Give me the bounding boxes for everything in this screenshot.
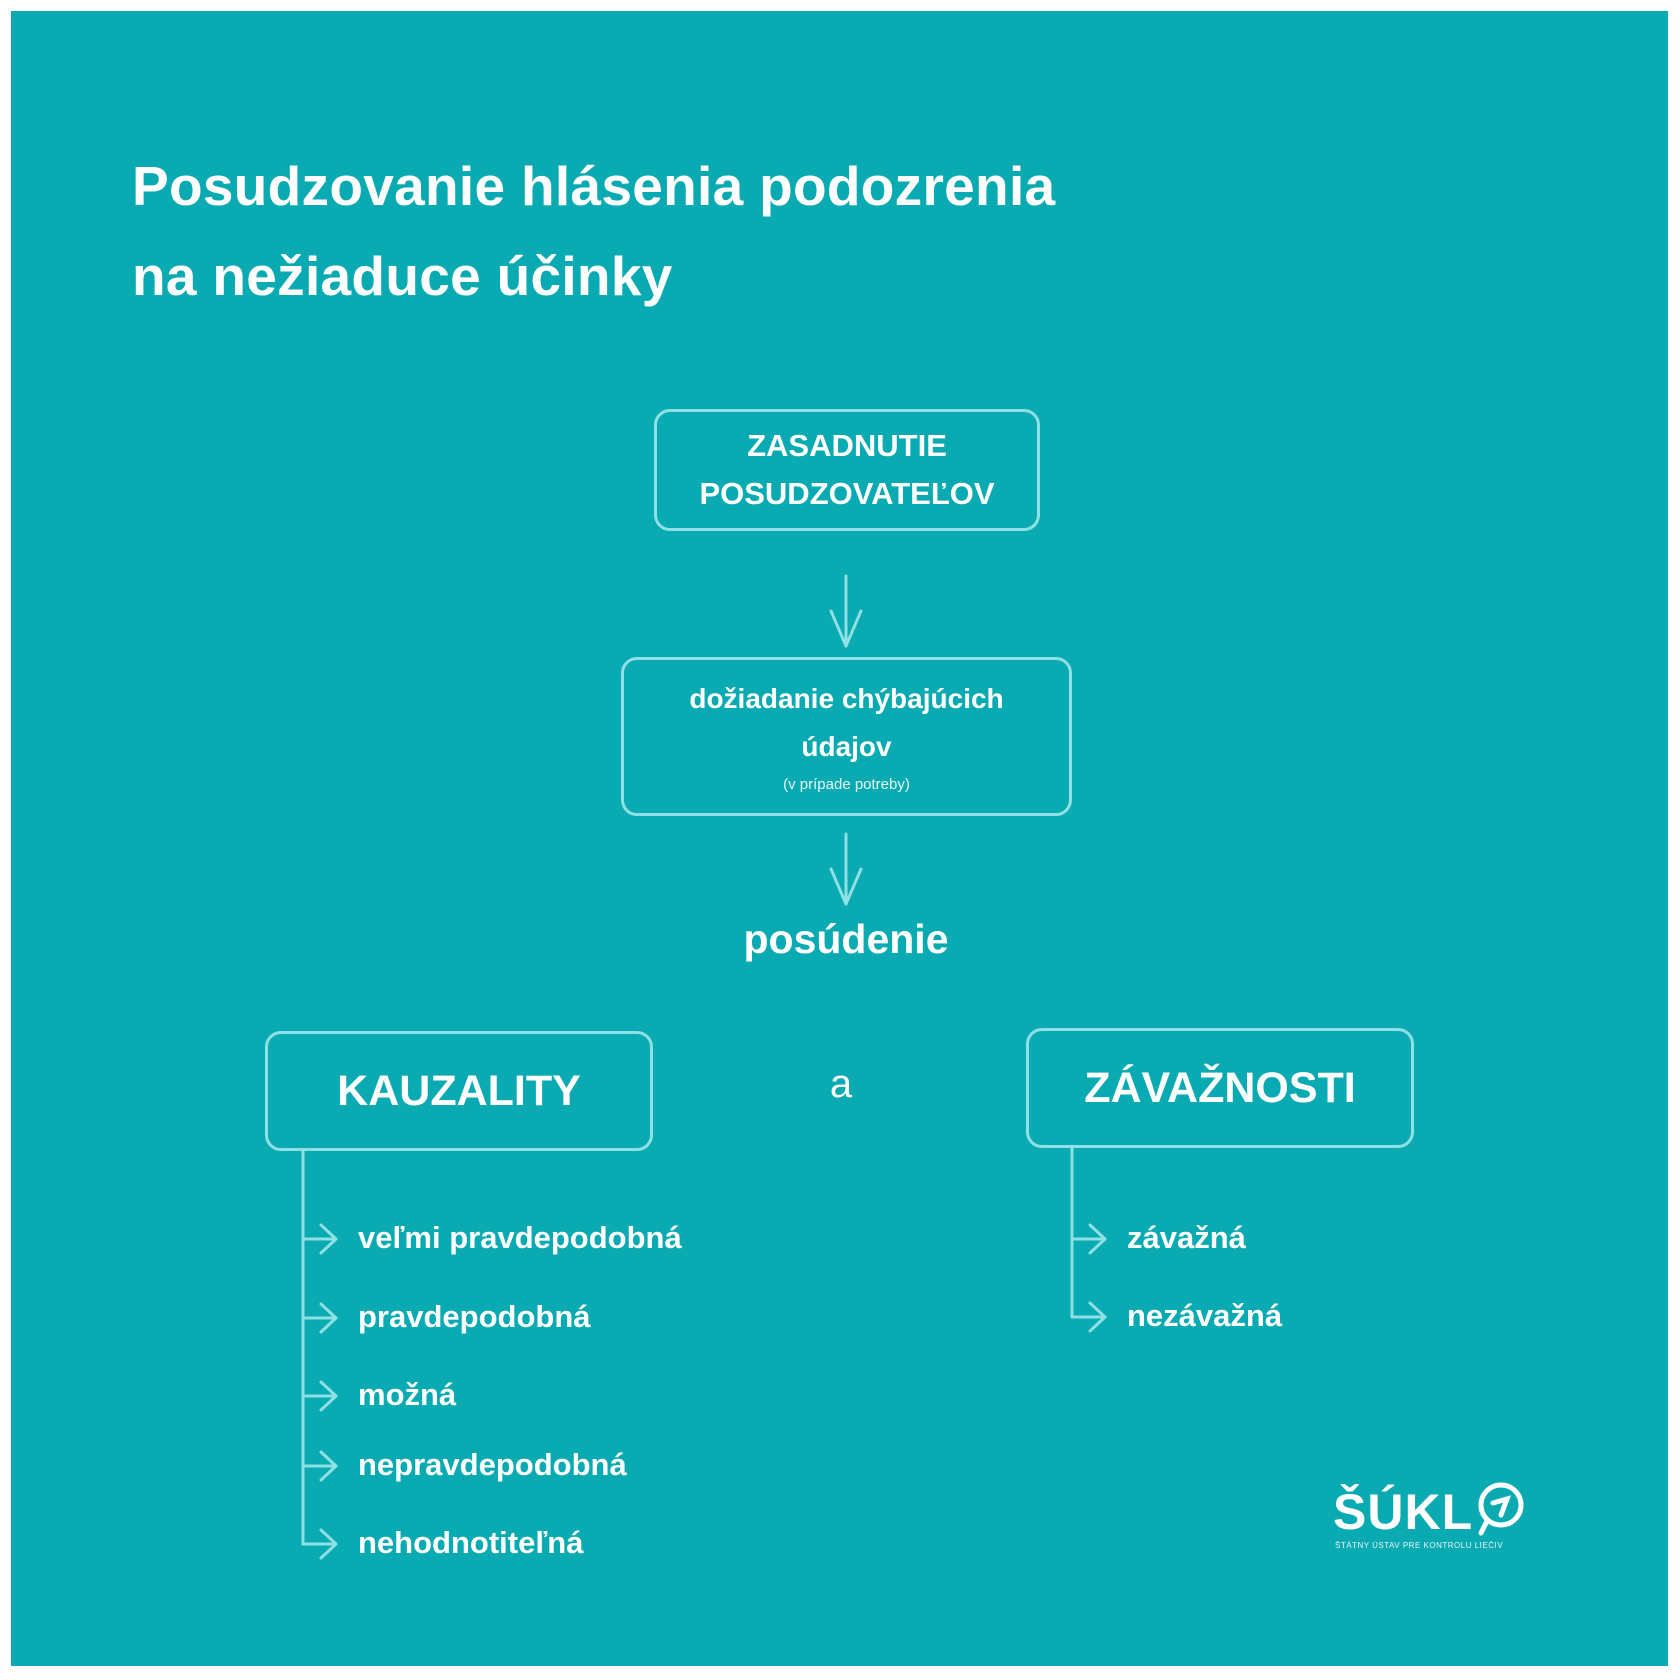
causality-item-arrow — [303, 1225, 336, 1253]
and-label: a — [829, 1062, 853, 1106]
title-line-1: Posudzovanie hlásenia podozrenia — [132, 155, 1056, 217]
severity-item-arrow — [1072, 1303, 1105, 1331]
assessment-label: posúdenie — [743, 916, 949, 962]
logo-mark-icon — [1473, 1481, 1529, 1537]
causality-item: pravdepodobná — [358, 1299, 591, 1334]
severity-item-arrow — [1072, 1225, 1105, 1253]
causality-item: nehodnotiteľná — [358, 1525, 584, 1560]
step1-line2: POSUDZOVATEĽOV — [699, 476, 995, 511]
step2-line2: údajov — [801, 730, 892, 762]
diagram-canvas — [11, 11, 1668, 1666]
severity-item: závažná — [1127, 1220, 1246, 1255]
title-line-2: na nežiaduce účinky — [132, 245, 673, 307]
causality-box — [265, 1031, 653, 1151]
causality-item-arrow — [303, 1452, 336, 1480]
step-reviewers-meeting — [654, 409, 1040, 531]
sukl-logo — [1333, 1479, 1533, 1559]
causality-item-arrow — [317, 1530, 336, 1558]
severity-item: nezávažná — [1127, 1298, 1283, 1333]
causality-heading: KAUZALITY — [337, 1066, 581, 1115]
step1-line1: ZASADNUTIE — [747, 428, 947, 463]
causality-item: nepravdepodobná — [358, 1447, 627, 1482]
causality-item: možná — [358, 1377, 457, 1412]
step2-line1: dožiadanie chýbajúcich — [689, 682, 1004, 714]
causality-item-arrow — [303, 1382, 336, 1410]
causality-item-arrow — [303, 1304, 336, 1332]
severity-box — [1026, 1028, 1414, 1148]
step-request-missing-data — [621, 657, 1072, 816]
severity-heading: ZÁVAŽNOSTI — [1084, 1063, 1356, 1112]
step2-note: (v prípade potreby) — [783, 775, 910, 793]
logo-subtitle: ŠTÁTNY ÚSTAV PRE KONTROLU LIEČIV — [1335, 1541, 1504, 1550]
causality-item: veľmi pravdepodobná — [358, 1220, 682, 1255]
logo-name: ŠÚKL — [1333, 1484, 1474, 1540]
connector-lines — [11, 11, 1668, 1666]
